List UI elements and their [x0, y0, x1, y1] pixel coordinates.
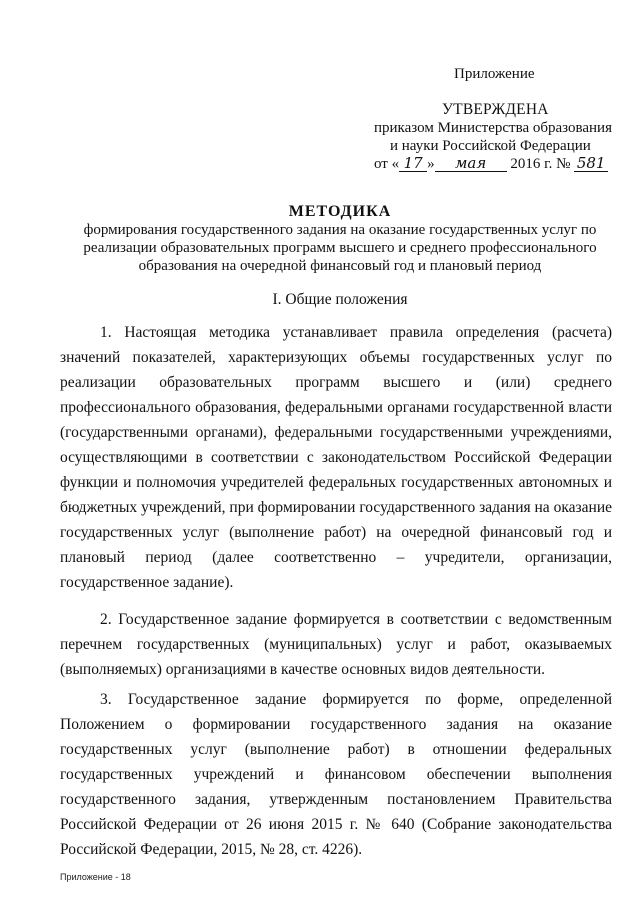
- paragraph-text: 2. Государственное задание формируется в соответствии с ведомственным перечнем государственных (муниципальных) услуг и работ, оказываемых (выполняемых) организациями в качестве основных видов деятельности.: [60, 611, 612, 678]
- document-title: МЕТОДИКА: [288, 203, 392, 220]
- order-date-line: [374, 155, 608, 173]
- appendix-label: Приложение: [454, 66, 535, 82]
- paragraph-text: 1. Настоящая методика устанавливает правила определения (расчета) значений показателей, характеризующих объемы государственных услуг по реализации образовательных программ высшего и (или) среднего профессионального образования, федеральными органами государственной власти (государственными органами), федеральными государственными учреждениями, осуществляющими в соответствии с законодательством Российской Федерации функции и полномочия учредителей федеральных государственных автономных и бюджетных учреждений, при формировании государственного задания на оказание государственных услуг (выполнение работ) на очередной финансовый год и плановый период (далее соответственно – учредители, организации, государственное задание).: [60, 324, 612, 591]
- paragraph-text: 3. Государственное задание формируется по форме, определенной Положением о формировании государственного задания на оказание государственных услуг (выполнение работ) в отношении федеральных государственных учреждений и финансовом обеспечении выполнения государственного задания, утвержденным постановлением Правительства Российской Федерации от 26 июня 2015 г. № 640 (Собрание законодательства Российской Федерации, 2015, № 28, ст. 4226).: [60, 691, 612, 858]
- order-line-2: и науки Российской Федерации: [390, 138, 591, 154]
- approved-stamp-label: УТВЕРЖДЕНА: [442, 101, 549, 118]
- paragraph-3: [60, 687, 612, 862]
- date-mid: »: [427, 156, 435, 172]
- handwritten-order-number: 581: [574, 156, 608, 172]
- section-heading: I. Общие положения: [272, 291, 408, 308]
- paragraph-1: [60, 320, 612, 595]
- date-year: 2016 г. №: [510, 156, 571, 172]
- paragraph-2: [60, 607, 612, 682]
- handwritten-day: 17: [399, 156, 427, 172]
- date-prefix: от «: [374, 156, 400, 172]
- handwritten-month: мая: [435, 156, 507, 172]
- order-line-1: приказом Министерства образования: [374, 120, 612, 136]
- page-footer: Приложение - 18: [60, 872, 131, 882]
- document-subtitle: формирования государственного задания на оказание государственных услуг по реализации образовательных программ высшего и среднего профессионального образования на очередной финансовый год и плановый период: [83, 222, 597, 274]
